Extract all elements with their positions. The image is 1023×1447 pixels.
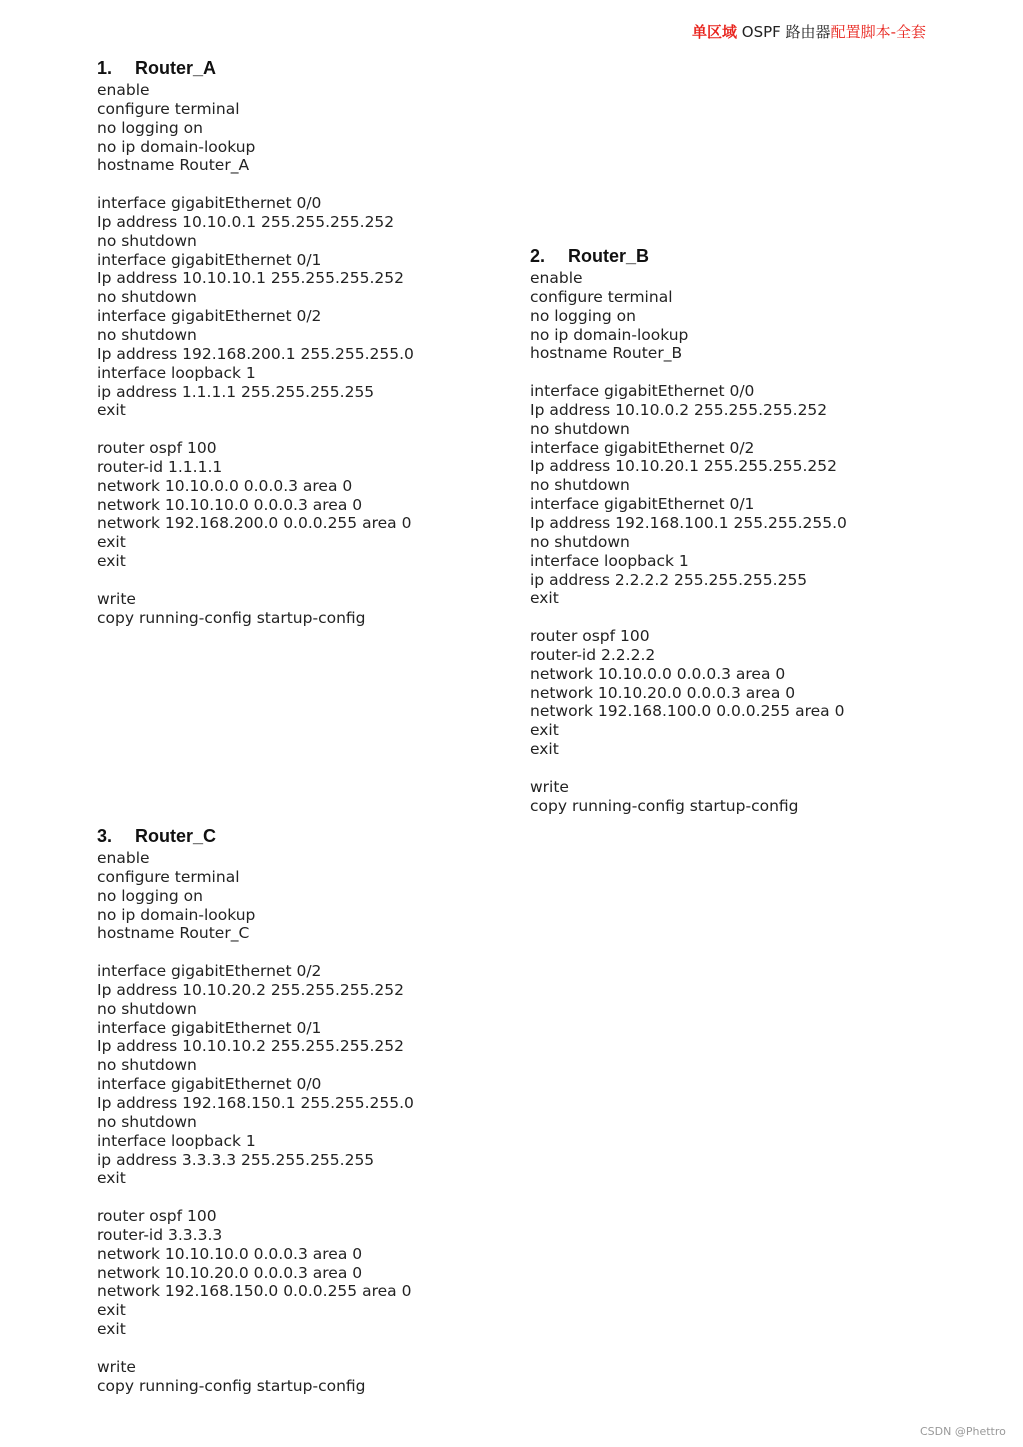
config-line: Ip address 192.168.100.1 255.255.255.0 bbox=[530, 513, 847, 532]
config-lines bbox=[97, 81, 414, 627]
config-line bbox=[97, 1188, 414, 1207]
config-line: network 192.168.100.0 0.0.0.255 area 0 bbox=[530, 702, 845, 721]
section-title: Router_B bbox=[568, 246, 650, 266]
config-line: interface gigabitEthernet 0/2 bbox=[97, 307, 322, 326]
config-lines bbox=[530, 269, 847, 815]
config-line: interface gigabitEthernet 0/2 bbox=[97, 962, 322, 981]
config-line: no shutdown bbox=[530, 532, 630, 551]
config-line bbox=[530, 608, 847, 627]
config-line: router ospf 100 bbox=[97, 439, 217, 458]
config-line: configure terminal bbox=[530, 287, 673, 306]
config-line: router-id 2.2.2.2 bbox=[530, 645, 656, 664]
config-line: no ip domain-lookup bbox=[97, 137, 256, 156]
config-line: no ip domain-lookup bbox=[97, 905, 256, 924]
config-line: exit bbox=[97, 552, 126, 571]
config-line bbox=[97, 571, 414, 590]
config-line: interface gigabitEthernet 0/0 bbox=[97, 194, 322, 213]
config-line: Ip address 10.10.20.1 255.255.255.252 bbox=[530, 457, 838, 476]
config-line bbox=[530, 759, 847, 778]
section-number: 3. bbox=[97, 826, 113, 846]
config-line: network 10.10.0.0 0.0.0.3 area 0 bbox=[530, 664, 786, 683]
config-line: no ip domain-lookup bbox=[530, 325, 689, 344]
config-lines bbox=[97, 849, 414, 1395]
section-title: Router_A bbox=[135, 58, 217, 78]
header-title-part3: 配置脚本-全套 bbox=[830, 23, 926, 41]
config-line: exit bbox=[97, 533, 126, 552]
config-line: Ip address 192.168.200.1 255.255.255.0 bbox=[97, 344, 414, 363]
config-line: Ip address 10.10.20.2 255.255.255.252 bbox=[97, 980, 405, 999]
config-line: Ip address 10.10.0.2 255.255.255.252 bbox=[530, 400, 828, 419]
config-line: exit bbox=[530, 589, 559, 608]
config-line: write bbox=[97, 1357, 136, 1376]
config-line: Ip address 10.10.10.1 255.255.255.252 bbox=[97, 269, 405, 288]
config-line: router-id 1.1.1.1 bbox=[97, 457, 223, 476]
config-line: interface loopback 1 bbox=[97, 363, 256, 382]
config-line: Ip address 192.168.150.1 255.255.255.0 bbox=[97, 1093, 414, 1112]
section-heading bbox=[97, 55, 414, 81]
config-line: no shutdown bbox=[97, 1112, 197, 1131]
config-line: write bbox=[97, 589, 136, 608]
config-line: interface gigabitEthernet 0/0 bbox=[530, 382, 755, 401]
config-line: no logging on bbox=[97, 886, 203, 905]
config-line: exit bbox=[97, 1301, 126, 1320]
config-line: Ip address 10.10.0.1 255.255.255.252 bbox=[97, 212, 395, 231]
config-line: interface gigabitEthernet 0/1 bbox=[97, 1018, 322, 1037]
config-line: enable bbox=[530, 269, 583, 287]
config-line: configure terminal bbox=[97, 867, 240, 886]
config-line bbox=[97, 175, 414, 194]
config-line: no shutdown bbox=[97, 231, 197, 250]
config-line: hostname Router_C bbox=[97, 924, 250, 943]
config-line: network 192.168.200.0 0.0.0.255 area 0 bbox=[97, 514, 412, 533]
config-line: network 10.10.10.0 0.0.0.3 area 0 bbox=[97, 495, 363, 514]
config-line: router-id 3.3.3.3 bbox=[97, 1225, 223, 1244]
config-line: hostname Router_A bbox=[97, 156, 250, 175]
config-line: enable bbox=[97, 81, 150, 99]
config-line bbox=[97, 1339, 414, 1358]
section-title: Router_C bbox=[135, 826, 217, 846]
section-heading bbox=[530, 243, 847, 269]
config-line: router ospf 100 bbox=[530, 627, 650, 646]
config-line: hostname Router_B bbox=[530, 344, 683, 363]
config-line: enable bbox=[97, 849, 150, 867]
header-title-part2: OSPF 路由器 bbox=[737, 23, 831, 41]
config-line: router ospf 100 bbox=[97, 1207, 217, 1226]
router-c-section bbox=[97, 823, 414, 1395]
config-line: network 10.10.20.0 0.0.0.3 area 0 bbox=[530, 683, 796, 702]
config-line: exit bbox=[97, 1169, 126, 1188]
router-b-section bbox=[530, 243, 847, 815]
config-line: interface gigabitEthernet 0/1 bbox=[530, 495, 755, 514]
config-line: ip address 2.2.2.2 255.255.255.255 bbox=[530, 570, 808, 589]
config-line: network 10.10.0.0 0.0.0.3 area 0 bbox=[97, 476, 353, 495]
config-line bbox=[97, 943, 414, 962]
config-line: no shutdown bbox=[97, 999, 197, 1018]
config-line: network 192.168.150.0 0.0.0.255 area 0 bbox=[97, 1282, 412, 1301]
config-line bbox=[97, 420, 414, 439]
config-line: interface gigabitEthernet 0/1 bbox=[97, 250, 322, 269]
config-line: exit bbox=[97, 1320, 126, 1339]
config-line: no shutdown bbox=[97, 1056, 197, 1075]
config-line: exit bbox=[97, 401, 126, 420]
section-number: 1. bbox=[97, 58, 113, 78]
config-line: ip address 1.1.1.1 255.255.255.255 bbox=[97, 382, 375, 401]
config-line: exit bbox=[530, 721, 559, 740]
config-line: copy running-config startup-config bbox=[530, 796, 799, 815]
config-line: interface loopback 1 bbox=[530, 551, 689, 570]
page-header bbox=[692, 21, 926, 43]
config-line: no shutdown bbox=[97, 288, 197, 307]
header-title-part1: 单区域 bbox=[692, 23, 738, 41]
router-a-section bbox=[97, 55, 414, 627]
config-line: network 10.10.20.0 0.0.0.3 area 0 bbox=[97, 1263, 363, 1282]
watermark: CSDN @Phettro bbox=[920, 1425, 1006, 1438]
config-line bbox=[530, 363, 847, 382]
config-line: write bbox=[530, 777, 569, 796]
config-line: ip address 3.3.3.3 255.255.255.255 bbox=[97, 1150, 375, 1169]
section-heading bbox=[97, 823, 414, 849]
config-line: no logging on bbox=[97, 118, 203, 137]
config-line: interface loopback 1 bbox=[97, 1131, 256, 1150]
config-line: configure terminal bbox=[97, 99, 240, 118]
config-line: copy running-config startup-config bbox=[97, 1376, 366, 1395]
config-line: exit bbox=[530, 740, 559, 759]
config-line: Ip address 10.10.10.2 255.255.255.252 bbox=[97, 1037, 405, 1056]
config-line: no shutdown bbox=[530, 419, 630, 438]
section-number: 2. bbox=[530, 246, 546, 266]
config-line: network 10.10.10.0 0.0.0.3 area 0 bbox=[97, 1244, 363, 1263]
config-line: copy running-config startup-config bbox=[97, 608, 366, 627]
config-line: no shutdown bbox=[97, 325, 197, 344]
config-line: interface gigabitEthernet 0/0 bbox=[97, 1075, 322, 1094]
config-line: no logging on bbox=[530, 306, 636, 325]
config-line: interface gigabitEthernet 0/2 bbox=[530, 438, 755, 457]
config-line: no shutdown bbox=[530, 476, 630, 495]
